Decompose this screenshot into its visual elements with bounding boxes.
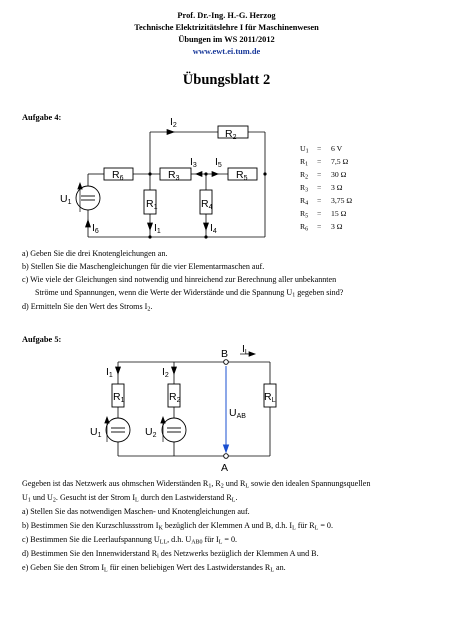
task4-question-d: d) Ermitteln Sie den Wert des Stroms $I_2$.	[22, 302, 153, 313]
label-r5: R5	[236, 169, 248, 182]
label-r3: R3	[168, 169, 180, 182]
task4-question-c-line1: c) Wie viele der Gleichungen sind notwendig und hinreichend zur Berechnung aller unbekannten	[22, 275, 337, 284]
arrow-i2	[167, 130, 174, 135]
label-i1: I1	[106, 366, 113, 379]
value-row: $R_1$ = 7,5 Ω	[300, 157, 349, 168]
value-row: $U_1$ = 6 V	[300, 144, 343, 155]
label-i4: I4	[210, 222, 217, 235]
label-i2: I2	[170, 116, 177, 129]
task4-circuit-diagram	[0, 115, 300, 245]
task5-intro-line2: $U_1$ und $U_2$. Gesucht ist der Strom $I_L$ durch den Lastwiderstand $R_L$.	[22, 493, 238, 504]
task4-question-c-line2: Ströme und Spannungen, wenn die Werte der Widerstände und die Spannung $U_1$ gegeben sind?	[35, 288, 344, 299]
label-u1: U1	[90, 426, 102, 439]
arrow-i5	[212, 172, 218, 177]
label-rl: RL	[264, 391, 276, 404]
value-row: $R_3$ = 3 Ω	[300, 183, 343, 194]
value-row: $R_6$ = 3 Ω	[300, 222, 343, 233]
label-i6: I6	[92, 222, 99, 235]
task4-values-list	[300, 144, 352, 235]
course-line: Technische Elektrizitätslehre I für Maschinenwesen	[134, 23, 319, 32]
arrow-i1	[148, 223, 153, 230]
arrow-i3	[196, 172, 202, 177]
task5-circuit-diagram	[80, 340, 300, 475]
label-b: B	[221, 348, 229, 360]
label-uab: UAB	[229, 407, 246, 420]
website-link[interactable]: www.ewt.ei.tum.de	[192, 47, 261, 56]
label-a: A	[221, 462, 229, 474]
label-u2: U2	[145, 426, 157, 439]
label-r1: R1	[113, 391, 125, 404]
arrow-i4	[204, 223, 209, 230]
voltage-source-u2	[162, 418, 186, 442]
terminal-b	[224, 360, 229, 365]
arrow-i6	[86, 220, 91, 227]
task4-question-a: a) Geben Sie die drei Knotengleichungen an.	[22, 249, 168, 258]
label-r4: R4	[201, 198, 213, 211]
arrow-i1	[116, 367, 121, 374]
value-row: $R_5$ = 15 Ω	[300, 209, 347, 220]
task5-heading: Aufgabe 5:	[22, 335, 62, 344]
label-i5: I5	[215, 156, 222, 169]
label-r2: R2	[169, 391, 181, 404]
arrow-u2	[161, 417, 165, 423]
author-line: Prof. Dr.-Ing. H.-G. Herzog	[177, 11, 276, 20]
voltage-source-u1	[106, 418, 130, 442]
label-i2: I2	[162, 366, 169, 379]
value-row: $R_2$ = 30 Ω	[300, 170, 347, 181]
label-u1: U1	[60, 193, 72, 206]
task5-question-c: c) Bestimmen Sie die Leerlaufspannung $U_{LL}$, d.h. $U_{AB0}$ für $I_L = 0$.	[22, 535, 238, 546]
label-r2: R2	[225, 128, 237, 141]
label-i1: I1	[154, 222, 161, 235]
voltage-source-u1	[76, 186, 100, 210]
term-line: Übungen im WS 2011/2012	[178, 35, 275, 44]
label-r1: R1	[146, 198, 158, 211]
task5-question-a: a) Stellen Sie das notwendigen Maschen- und Knotengleichungen auf.	[22, 507, 250, 516]
label-i3: I3	[190, 156, 197, 169]
task4-heading: Aufgabe 4:	[22, 113, 62, 122]
task5-question-d: d) Bestimmen Sie den Innenwiderstand $R_i$ des Netzwerks bezüglich der Klemmen A und B.	[22, 549, 319, 560]
arrow-i2	[172, 367, 177, 374]
sheet-title: Übungsblatt 2	[182, 72, 271, 88]
arrow-il	[249, 352, 255, 356]
value-row: $R_4$ = 3,75 Ω	[300, 196, 353, 207]
task5-question-e: e) Geben Sie den Strom $I_L$ für einen beliebigen Wert des Lastwiderstandes $R_L$ an.	[22, 563, 286, 574]
arrow-u1	[105, 417, 109, 423]
terminal-a	[224, 454, 229, 459]
arrow-uab	[224, 366, 229, 452]
label-r6: R6	[112, 169, 124, 182]
task4-question-b: b) Stellen Sie die Maschengleichungen für die vier Elementarmaschen auf.	[22, 262, 265, 271]
label-il: IL	[242, 343, 249, 356]
arrow-u1	[78, 183, 82, 189]
task5-intro-line1: Gegeben ist das Netzwerk aus ohmschen Widerständen $R_1$, $R_2$ und $R_L$ sowie den idealen Spannungsquellen	[22, 479, 371, 490]
task5-question-b: b) Bestimmen Sie den Kurzschlussstrom $I_K$ bezüglich der Klemmen A und B, d.h. $I_L$ für $R_L = 0$.	[22, 521, 333, 532]
